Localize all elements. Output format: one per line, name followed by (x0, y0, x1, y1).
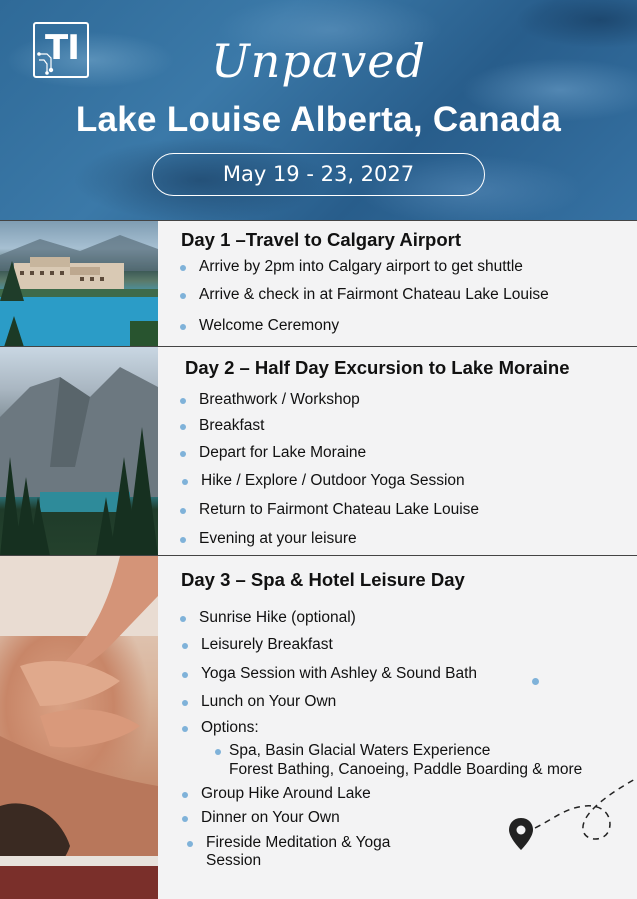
list-item: Options: (201, 719, 259, 736)
day-2-title: Day 2 – Half Day Excursion to Lake Moraine (185, 357, 570, 378)
brand-script: Unpaved (211, 34, 426, 88)
logo-text: TI (45, 28, 79, 68)
lake-moraine-photo (0, 347, 158, 555)
sub-list-item: Spa, Basin Glacial Waters Experience (229, 742, 491, 759)
spa-massage-photo (0, 556, 158, 899)
list-item: Depart for Lake Moraine (199, 444, 367, 461)
map-pin-icon (509, 818, 533, 850)
day-1-title: Day 1 –Travel to Calgary Airport (181, 229, 462, 250)
list-item: Hike / Explore / Outdoor Yoga Session (201, 472, 465, 489)
list-item: Sunrise Hike (optional) (199, 609, 356, 626)
sub-list-item-continued: Forest Bathing, Canoeing, Paddle Boarding & more (229, 761, 583, 778)
list-item: Evening at your leisure (199, 530, 357, 547)
day-3-section (0, 555, 637, 899)
decorative-dot (532, 678, 539, 685)
header-banner (0, 0, 637, 220)
day-3-title: Day 3 – Spa & Hotel Leisure Day (181, 569, 465, 590)
date-range-pill: May 19 - 23, 2027 (152, 153, 485, 196)
day-2-section (0, 346, 637, 555)
list-item: Arrive by 2pm into Calgary airport to get shuttle (199, 258, 523, 275)
list-item: Leisurely Breakfast (201, 636, 333, 653)
list-item: Welcome Ceremony (199, 317, 340, 334)
list-item: Yoga Session with Ashley & Sound Bath (201, 665, 478, 682)
list-item-continued: Session (206, 852, 262, 869)
list-item: Fireside Meditation & Yoga (206, 834, 391, 851)
list-item: Lunch on Your Own (201, 693, 337, 710)
list-item: Arrive & check in at Fairmont Chateau Lake Louise (199, 286, 549, 303)
list-item: Breathwork / Workshop (199, 391, 360, 408)
dashed-route-icon (505, 768, 637, 858)
list-item: Dinner on Your Own (201, 809, 340, 826)
lake-louise-photo (0, 221, 158, 346)
list-item: Group Hike Around Lake (201, 785, 371, 802)
list-item: Breakfast (199, 417, 265, 434)
page-title: Lake Louise Alberta, Canada (75, 100, 562, 139)
list-item: Return to Fairmont Chateau Lake Louise (199, 501, 480, 518)
day-1-section (0, 220, 637, 346)
